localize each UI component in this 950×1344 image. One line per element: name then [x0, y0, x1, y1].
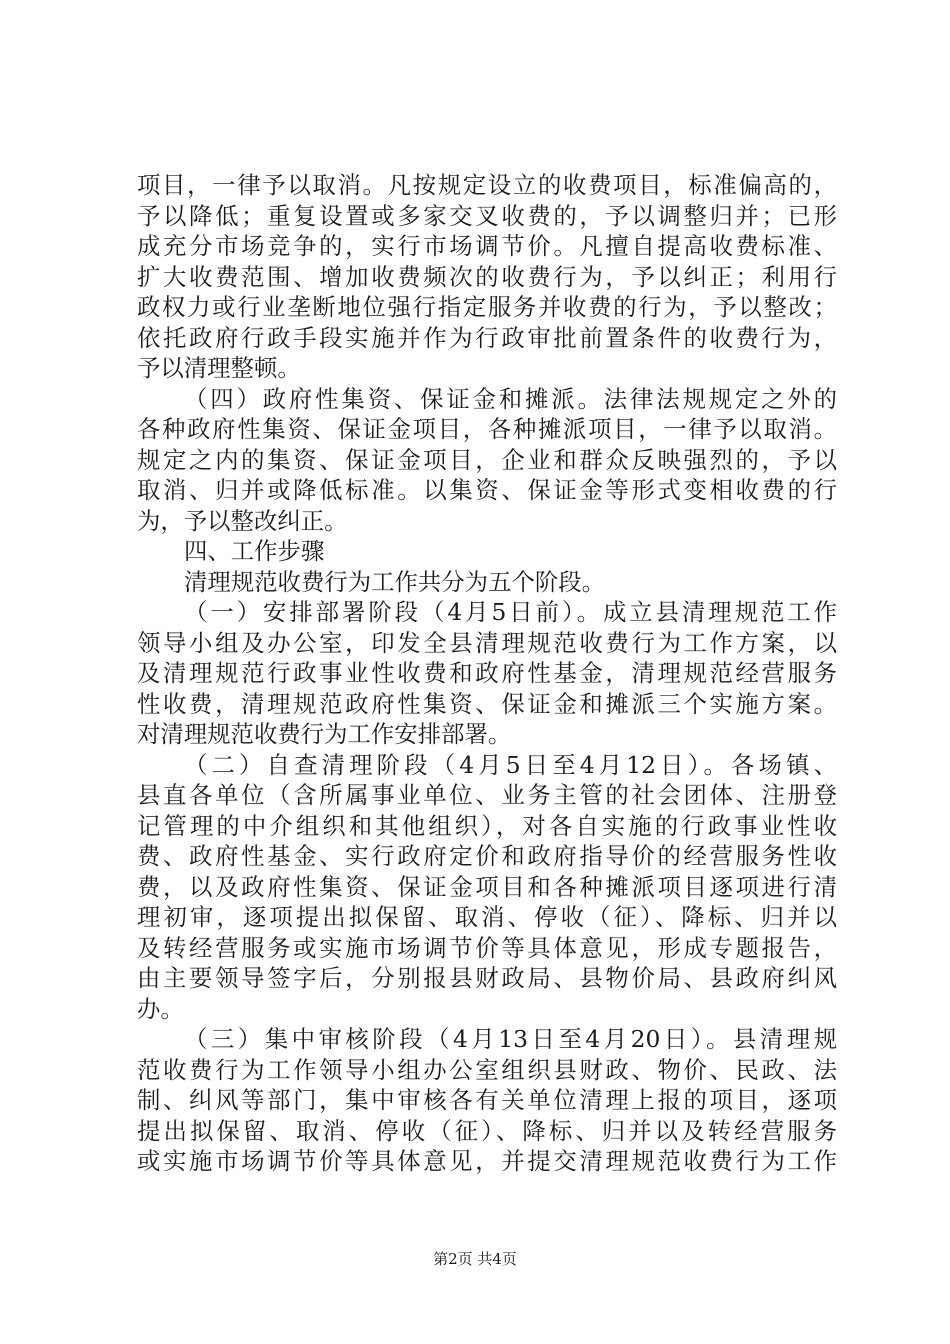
text-line: （一）安排部署阶段（4月5日前）。成立县清理规范工作 [184, 598, 837, 626]
text-line: 成充分市场竞争的，实行市场调节价。凡擅自提高收费标准、 [137, 232, 837, 260]
text-line: 项目，一律予以取消。凡按规定设立的收费项目，标准偏高的， [137, 171, 837, 199]
text-line: （四）政府性集资、保证金和摊派。法律法规规定之外的 [184, 384, 837, 413]
text-line: 为，予以整改纠正。 [137, 506, 348, 535]
text-line: 理初审，逐项提出拟保留、取消、停收（征）、降标、归并以 [137, 903, 837, 931]
text-line: 办。 [137, 994, 184, 1023]
text-line: 予以降低；重复设置或多家交叉收费的，予以调整归并；已形 [137, 201, 837, 230]
text-line: 清理规范收费行为工作共分为五个阶段。 [184, 567, 606, 596]
text-line: 领导小组及办公室，印发全县清理规范收费行为工作方案，以 [137, 628, 837, 657]
text-line: 由主要领导签字后，分别报县财政局、县物价局、县政府纠风 [137, 964, 837, 992]
section-heading: 四、工作步骤 [184, 537, 325, 565]
text-line: 予以清理整顿。 [137, 354, 301, 382]
text-line: （三）集中审核阶段（4月13日至4月20日）。县清理规 [184, 1025, 837, 1053]
text-line: 性收费，清理规范政府性集资、保证金和摊派三个实施方案。 [137, 689, 837, 718]
text-line: 取消、归并或降低标准。以集资、保证金等形式变相收费的行 [137, 476, 837, 504]
page-number: 第2页 共4页 [433, 1250, 517, 1268]
text-line: 制、纠风等部门，集中审核各有关单位清理上报的项目，逐项 [137, 1086, 837, 1114]
text-line: 各种政府性集资、保证金项目，各种摊派项目，一律予以取消。 [137, 415, 837, 443]
text-line: 费，以及政府性集资、保证金项目和各种摊派项目逐项进行清 [137, 872, 837, 901]
text-line: 对清理规范收费行为工作安排部署。 [137, 720, 512, 748]
text-line: 记管理的中介组织和其他组织），对各自实施的行政事业性收 [137, 811, 837, 840]
text-line: 依托政府行政手段实施并作为行政审批前置条件的收费行为， [137, 323, 837, 352]
text-line: 及转经营服务或实施市场调节价等具体意见，形成专题报告， [137, 933, 837, 962]
text-line: 提出拟保留、取消、停收（征）、降标、归并以及转经营服务 [137, 1116, 837, 1145]
text-line: 规定之内的集资、保证金项目，企业和群众反映强烈的，予以 [137, 445, 837, 474]
text-line: 或实施市场调节价等具体意见，并提交清理规范收费行为工作 [137, 1147, 837, 1175]
page-footer [0, 1248, 950, 1269]
text-line: 扩大收费范围、增加收费频次的收费行为，予以纠正；利用行 [137, 262, 837, 291]
text-line: 及清理规范行政事业性收费和政府性基金，清理规范经营服务 [137, 659, 837, 687]
text-line: 范收费行为工作领导小组办公室组织县财政、物价、民政、法 [137, 1055, 837, 1084]
text-line: （二）自查清理阶段（4月5日至4月12日）。各场镇、 [184, 750, 837, 779]
text-line: 政权力或行业垄断地位强行指定服务并收费的行为，予以整改； [137, 293, 837, 321]
body-text [137, 170, 837, 1177]
text-line: 费、政府性基金、实行政府定价和政府指导价的经营服务性收 [137, 842, 837, 870]
text-line: 县直各单位（含所属事业单位、业务主管的社会团体、注册登 [137, 781, 837, 809]
